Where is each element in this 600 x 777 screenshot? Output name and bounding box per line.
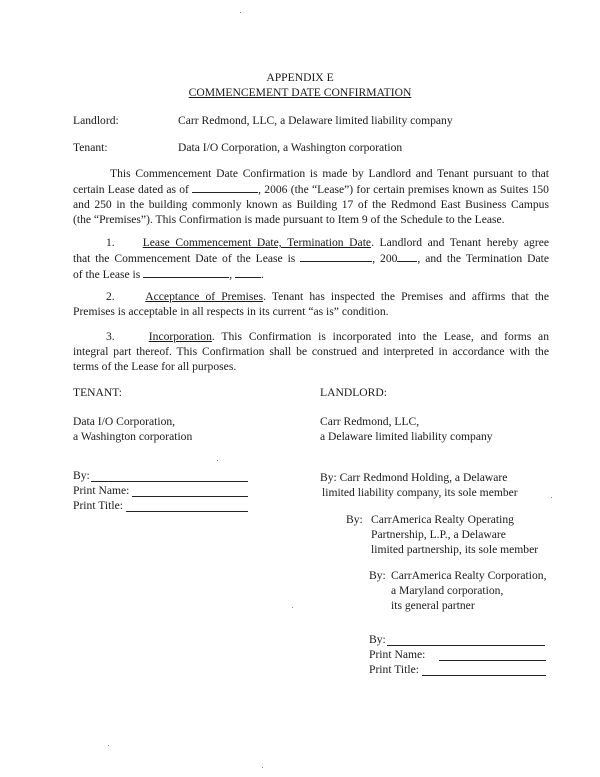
tenant-print-name-label: Print Name: [73, 484, 130, 497]
section-text: , [229, 268, 233, 281]
intro-paragraph [73, 166, 549, 227]
section-1 [73, 235, 549, 282]
tenant-print-name-line[interactable] [132, 496, 248, 497]
operating-partnership-role: limited partnership, its sole member [371, 543, 539, 556]
commencement-year-blank[interactable] [397, 250, 417, 262]
termination-date-blank[interactable] [143, 266, 229, 278]
intro-line [73, 181, 549, 197]
landlord-description: a Delaware limited liability company [320, 430, 493, 443]
landlord-print-name-label: Print Name: [369, 648, 426, 661]
landlord-by-holding-desc: limited liability company, its sole member [322, 486, 518, 499]
operating-partnership-name: CarrAmerica Realty Operating [371, 513, 514, 526]
section-3 [73, 329, 549, 374]
intro-line: (the “Premises”). This Confirmation is made pursuant to Item 9 of the Schedule to the Lease. [73, 213, 505, 226]
intro-line: and 250 in the building commonly known as Building 17 of the Redmond East Business Campus [73, 198, 549, 211]
tenant-description: a Washington corporation [73, 430, 193, 443]
realty-corp-by-label: By: [369, 569, 386, 582]
landlord-print-title-label: Print Title: [369, 663, 419, 676]
tenant-label: Tenant: [73, 141, 108, 154]
tenant-print-title-label: Print Title: [73, 499, 123, 512]
landlord-signature-line[interactable] [387, 645, 545, 646]
operating-by-label: By: [346, 513, 363, 526]
section-number: 2. [106, 290, 115, 303]
section-line [73, 250, 549, 266]
tenant-signature-line[interactable] [91, 481, 248, 482]
intro-line: This Commencement Date Confirmation is made by Landlord and Tenant pursuant to that [110, 167, 549, 180]
document-title: COMMENCEMENT DATE CONFIRMATION [188, 86, 412, 99]
section-text: . Landlord and Tenant hereby agree [371, 236, 549, 249]
commencement-date-blank[interactable] [300, 250, 372, 262]
realty-corp-role: its general partner [391, 599, 475, 612]
section-line: Premises is acceptable in all respects in its current “as is” condition. [73, 305, 389, 318]
section-2 [73, 289, 549, 319]
section-title: Acceptance of Premises [145, 290, 264, 303]
landlord-name: Carr Redmond, LLC, [320, 415, 420, 428]
appendix-label: APPENDIX E [266, 71, 334, 84]
section-text: . [261, 268, 264, 281]
section-number: 3. [106, 330, 115, 343]
tenant-print-title-line[interactable] [126, 511, 248, 512]
section-text: , and the Termination Date [417, 252, 549, 265]
section-number: 1. [106, 236, 115, 249]
section-line [73, 266, 549, 282]
tenant-name: Data I/O Corporation, [73, 415, 176, 428]
scan-speck [108, 745, 109, 746]
landlord-by-label: By: [369, 633, 386, 646]
scan-speck [551, 497, 552, 498]
section-text: of the Lease is [73, 268, 141, 281]
landlord-value: Carr Redmond, LLC, a Delaware limited liability company [178, 114, 453, 127]
landlord-by-holding: By: Carr Redmond Holding, a Delaware [320, 471, 508, 484]
section-line: integral part thereof. This Confirmation shall be construed and interpreted in accordance with the [73, 345, 549, 358]
operating-partnership-desc: Partnership, L.P., a Delaware [371, 528, 506, 541]
landlord-header: LANDLORD: [320, 386, 387, 399]
scan-speck [240, 12, 241, 13]
section-line [73, 329, 549, 344]
tenant-value: Data I/O Corporation, a Washington corporation [178, 141, 403, 154]
realty-corp-desc: a Maryland corporation, [391, 584, 504, 597]
scan-speck [262, 767, 263, 768]
section-title: Lease Commencement Date, Termination Date [142, 236, 372, 249]
section-line: terms of the Lease for all purposes. [73, 360, 237, 373]
section-line [73, 235, 549, 250]
scan-speck [292, 607, 293, 608]
section-text: that the Commencement Date of the Lease is [73, 252, 296, 265]
lease-date-blank[interactable] [192, 181, 258, 193]
landlord-print-title-line[interactable] [422, 675, 546, 676]
section-text: , 200 [372, 252, 398, 265]
intro-text: , 2006 (the “Lease”) for certain premises known as Suites 150 [258, 183, 549, 196]
section-text: . Tenant has inspected the Premises and affirms that the [263, 290, 549, 303]
scan-speck [217, 460, 218, 461]
realty-corp-name: CarrAmerica Realty Corporation, [391, 569, 547, 582]
section-line [73, 289, 549, 304]
intro-text: certain Lease dated as of [73, 183, 189, 196]
tenant-header: TENANT: [73, 386, 123, 399]
tenant-by-label: By: [73, 469, 90, 482]
section-text: . This Confirmation is incorporated into the Lease, and forms an [211, 330, 549, 343]
termination-year-blank[interactable] [235, 266, 261, 278]
landlord-label: Landlord: [73, 114, 119, 127]
landlord-print-name-line[interactable] [439, 660, 546, 661]
section-title: Incorporation [148, 330, 212, 343]
